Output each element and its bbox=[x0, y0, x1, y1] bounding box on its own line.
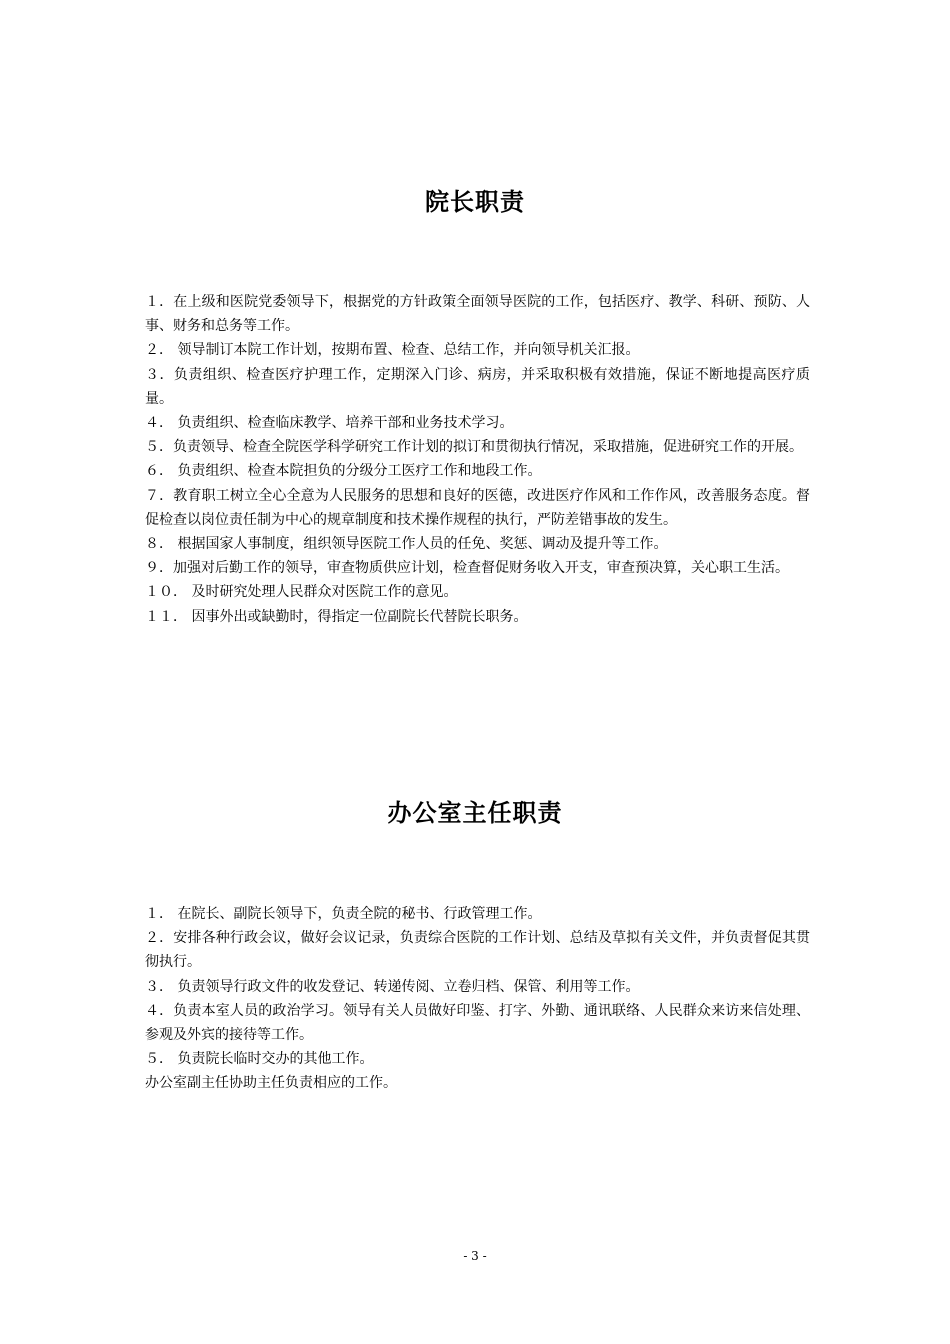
duty-item: ５．负责领导、检查全院医学科学研究工作计划的拟订和贯彻执行情况，采取措施，促进研究工作的开展。 bbox=[145, 439, 803, 456]
duty-item: ５． 负责院长临时交办的其他工作。 bbox=[145, 1051, 374, 1068]
duty-item: ９．加强对后勤工作的领导，审查物质供应计划，检查督促财务收入开支，审查预决算，关心职工生活。 bbox=[145, 560, 789, 577]
duty-item: １．在上级和医院党委领导下，根据党的方针政策全面领导医院的工作，包括医疗、教学、科研、预防、人事、财务和总务等工作。 bbox=[145, 294, 810, 335]
section-body-president-duties bbox=[145, 290, 810, 629]
duty-item: １１． 因事外出或缺勤时，得指定一位副院长代替院长职务。 bbox=[145, 608, 528, 625]
duty-item: ６． 负责组织、检查本院担负的分级分工医疗工作和地段工作。 bbox=[145, 463, 542, 480]
duty-item: ２．安排各种行政会议，做好会议记录，负责综合医院的工作计划、总结及草拟有关文件，并负责督促其贯彻执行。 bbox=[145, 930, 810, 971]
duty-item: 办公室副主任协助主任负责相应的工作。 bbox=[145, 1075, 397, 1092]
duty-item: ４．负责本室人员的政治学习。领导有关人员做好印鉴、打字、外勤、通讯联络、人民群众来访来信处理、参观及外宾的接待等工作。 bbox=[145, 1002, 810, 1044]
page-number: - 3 - bbox=[463, 1249, 487, 1263]
duty-item: ４． 负责组织、检查临床教学、培养干部和业务技术学习。 bbox=[145, 415, 514, 432]
duty-item: ２． 领导制订本院工作计划，按期布置、检查、总结工作，并向领导机关汇报。 bbox=[145, 342, 640, 359]
section-title-president-duties: 院长职责 bbox=[425, 188, 525, 216]
duty-item: ３．负责组织、检查医疗护理工作，定期深入门诊、病房，并采取积极有效措施，保证不断地提高医疗质量。 bbox=[145, 366, 810, 407]
duty-item: ７．教育职工树立全心全意为人民服务的思想和良好的医德，改进医疗作风和工作作风，改善服务态度。督促检查以岗位责任制为中心的规章制度和技术操作规程的执行，严防差错事故的发生。 bbox=[145, 487, 810, 528]
section-title-office-director-duties: 办公室主任职责 bbox=[387, 799, 563, 827]
duty-item: ３． 负责领导行政文件的收发登记、转递传阅、立卷归档、保管、利用等工作。 bbox=[145, 978, 640, 995]
duty-item: １０． 及时研究处理人民群众对医院工作的意见。 bbox=[145, 584, 458, 601]
duty-item: １． 在院长、副院长领导下，负责全院的秘书、行政管理工作。 bbox=[145, 906, 542, 922]
section-body-office-director-duties bbox=[145, 902, 810, 1096]
duty-item: ８． 根据国家人事制度，组织领导医院工作人员的任免、奖惩、调动及提升等工作。 bbox=[145, 536, 668, 553]
